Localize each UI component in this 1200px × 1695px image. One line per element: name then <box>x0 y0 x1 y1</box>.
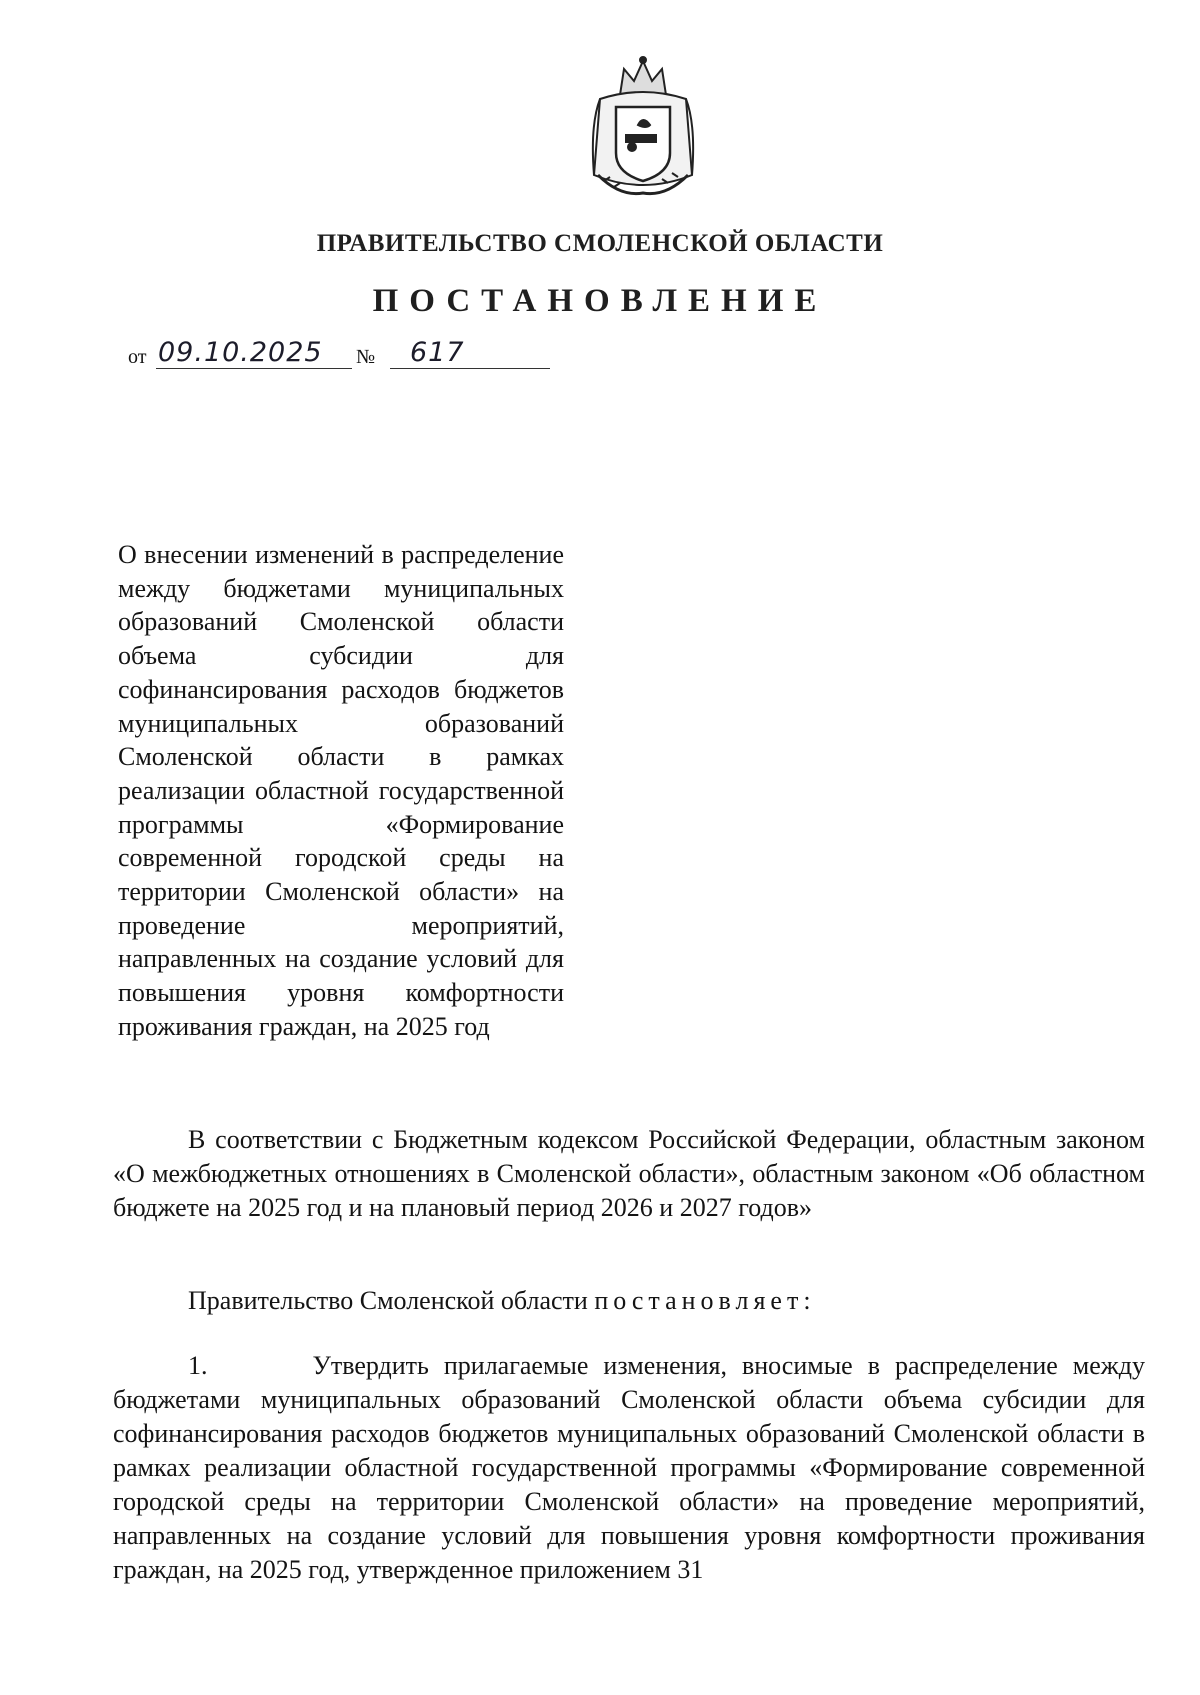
decree-verb: постановляет: <box>594 1286 816 1315</box>
number-prefix: № <box>356 346 376 368</box>
legal-basis-paragraph: В соответствии с Бюджетным кодексом Российской Федерации, областным законом «О межбюджетных отношениях в Смоленской области», областным законом «Об областном бюджете на 2025 год и на плановый период 2026 и 2027 годов» <box>113 1125 1145 1222</box>
government-title: ПРАВИТЕЛЬСТВО СМОЛЕНСКОЙ ОБЛАСТИ <box>316 230 884 257</box>
date-underline <box>156 368 352 369</box>
item-1-number: 1. <box>188 1351 208 1380</box>
number-underline <box>390 368 550 369</box>
document-subject: О внесении изменений в распределение между бюджетами муниципальных образований Смоленской области объема субсидии для софинансирования расходов бюджетов муниципальных образований Смоленской области в рамках реализации областной государственной программы «Формирование современной городской среды на территории Смоленской области» на проведение мероприятий, направленных на создание условий для повышения уровня комфортности проживания граждан, на 2025 год <box>118 540 564 1041</box>
date-number-line <box>128 335 558 375</box>
decree-paragraph <box>113 1284 1145 1318</box>
item-1-text: Утвердить прилагаемые изменения, вносимые в распределение между бюджетами муниципальных образований Смоленской области объема субсидии для софинансирования расходов бюджетов муниципальных образований Смоленской области в рамках реализации областной государственной программы «Формирование современной городской среды на территории Смоленской области» на проведение мероприятий, направленных на создание условий для повышения уровня комфортности проживания граждан, на 2025 год, утвержденное приложением 31 <box>113 1351 1145 1584</box>
document-type: ПОСТАНОВЛЕНИЕ <box>372 283 828 319</box>
decree-subject: Правительство Смоленской области <box>188 1286 588 1315</box>
item-1-paragraph <box>113 1349 1145 1587</box>
date-prefix: от <box>128 346 147 368</box>
coat-of-arms-icon <box>580 55 706 203</box>
handwritten-number: 617 <box>410 337 465 368</box>
handwritten-date: 09.10.2025 <box>158 337 323 368</box>
